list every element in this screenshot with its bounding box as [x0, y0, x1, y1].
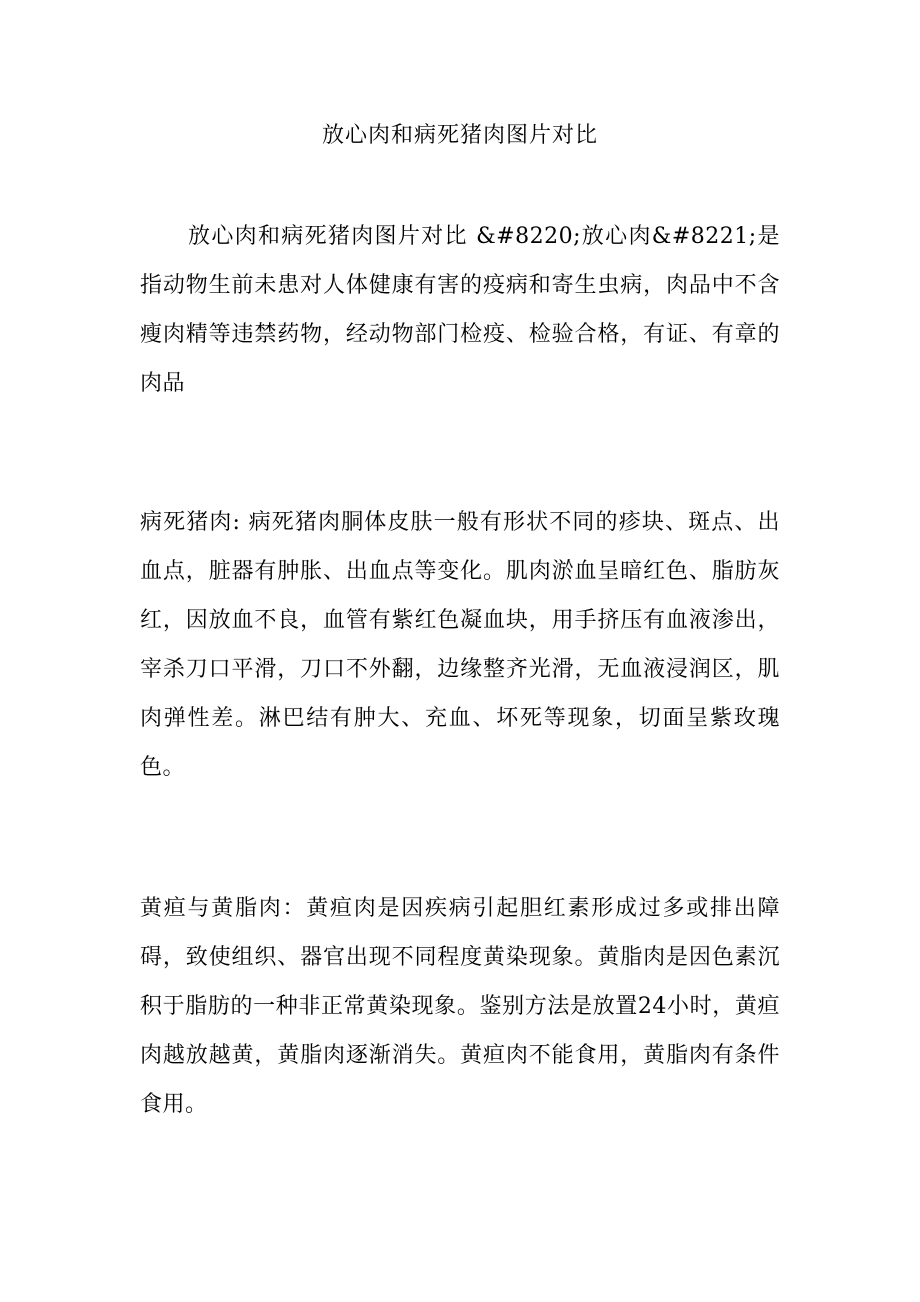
paragraph-jaundice-yellow-fat: 黄疸与黄脂肉：黄疸肉是因疾病引起胆红素形成过多或排出障碍，致使组织、器官出现不同程度黄染现象。黄脂肉是因色素沉积于脂肪的一种非正常黄染现象。鉴别方法是放置24小时，黄疸肉越放越黄，黄脂肉逐渐消失。黄疸肉不能食用，黄脂肉有条件食用。 [140, 896, 780, 1117]
document-title: 放心肉和病死猪肉图片对比 [321, 123, 598, 148]
paragraph-intro: 放心肉和病死猪肉图片对比 &#8220;放心肉&#8221;是指动物生前未患对人体健康有害的疫病和寄生虫病，肉品中不含瘦肉精等违禁药物，经动物部门检疫、检验合格，有证、有章的肉品 [140, 224, 780, 396]
paragraph-diseased-pork: 病死猪肉: 病死猪肉胴体皮肤一般有形状不同的疹块、斑点、出血点，脏器有肿胀、出血点等变化。肌肉淤血呈暗红色、脂肪灰红，因放血不良，血管有紫红色凝血块，用手挤压有血液渗出，宰杀刀口平滑，刀口不外翻，边缘整齐光滑，无血液浸润区，肌肉弹性差。淋巴结有肿大、充血、坏死等现象，切面呈紫玫瑰色。 [140, 510, 780, 780]
